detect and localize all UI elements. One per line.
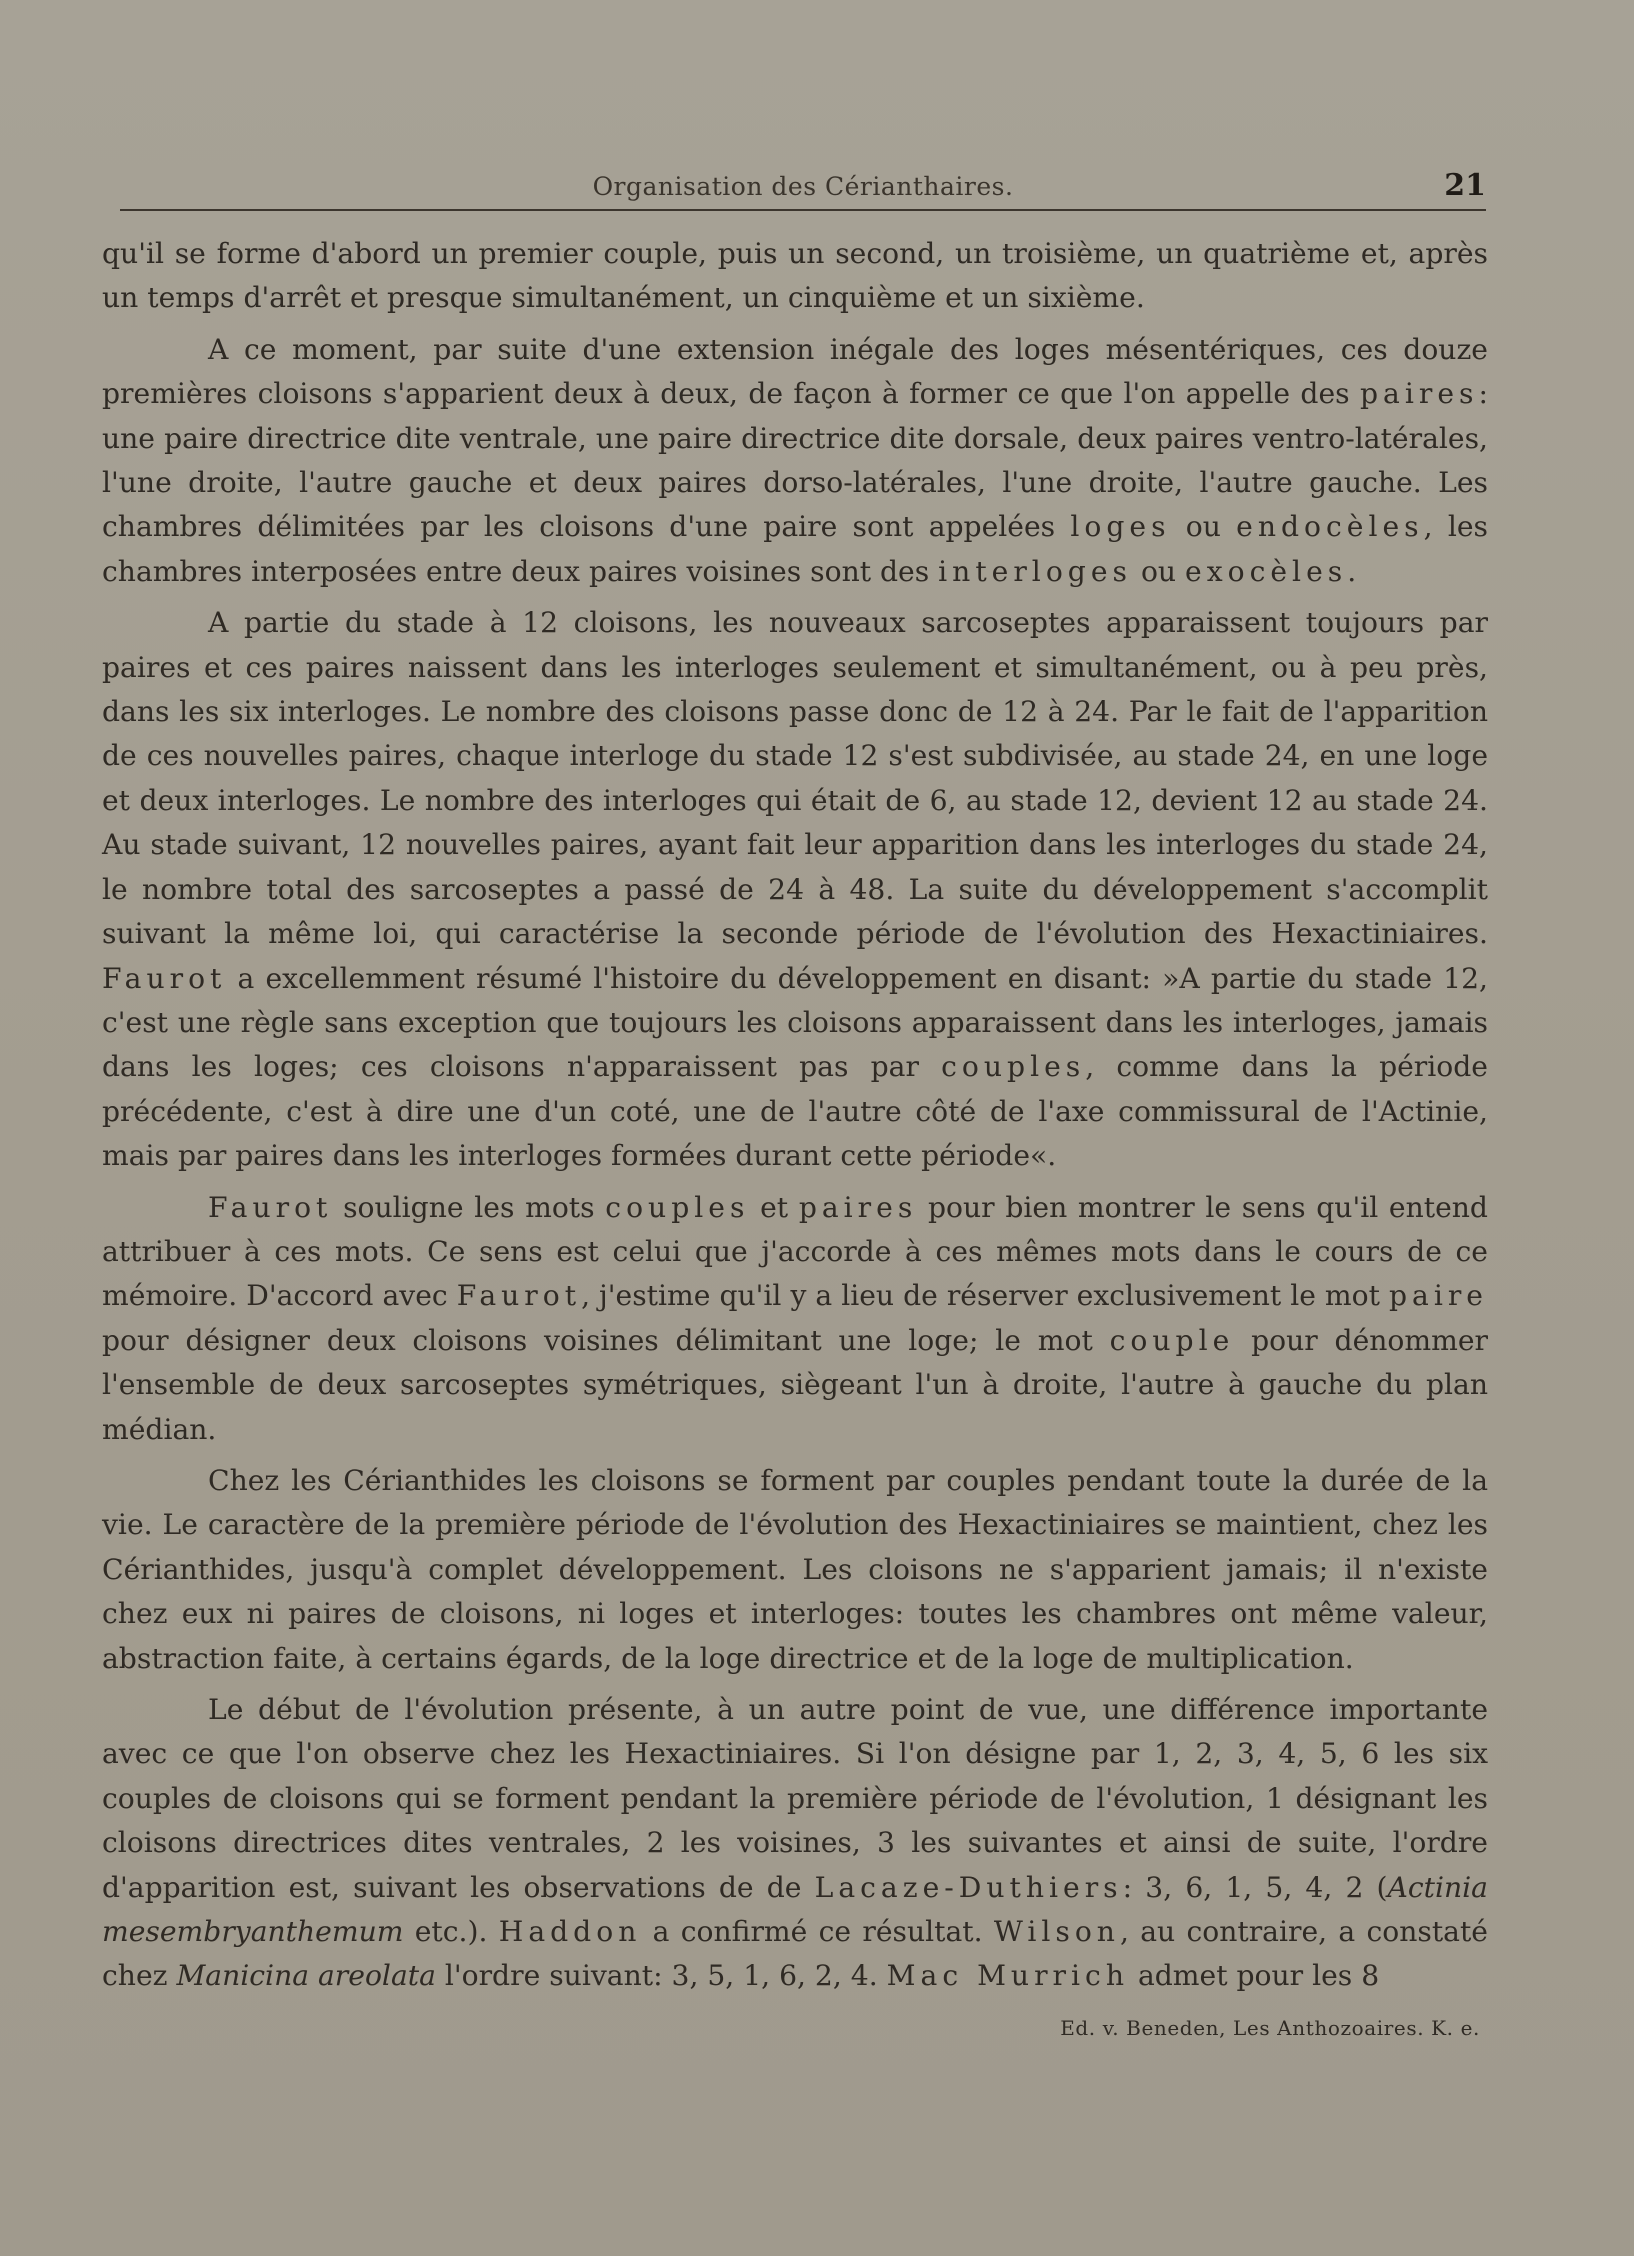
paragraph bbox=[102, 601, 1488, 1178]
running-title: Organisation des Cérianthaires. bbox=[592, 172, 1014, 201]
spaced-emphasis: paires bbox=[1360, 377, 1479, 411]
text-run: l'ordre suivant: 3, 5, 1, 6, 2, 4. bbox=[435, 1959, 887, 1993]
text-run: pour désigner deux cloisons voisines délimitant une loge; le mot bbox=[102, 1323, 1110, 1357]
spaced-emphasis: endocèles bbox=[1236, 510, 1424, 544]
text-run: admet pour les 8 bbox=[1129, 1959, 1380, 1993]
text-run: , comme dans la période précédente, c'est à dire une d'un coté, une de l'autre côté de l'axe commissural de l'Actinie, mais par paires dans les interloges formées durant cette période«. bbox=[102, 1050, 1488, 1173]
text-run: pour dénommer l'ensemble de deux sarcoseptes symétriques, siègeant l'un à droite, l'autre à gauche du plan médian. bbox=[102, 1323, 1488, 1446]
spaced-emphasis: paires bbox=[798, 1190, 918, 1224]
spaced-emphasis: interloges bbox=[938, 554, 1132, 588]
spaced-emphasis: Mac Murrich bbox=[886, 1959, 1129, 1993]
paragraph bbox=[102, 1459, 1488, 1681]
spaced-emphasis: couples bbox=[941, 1050, 1086, 1084]
spaced-emphasis: couples bbox=[605, 1190, 750, 1224]
text-run: , au contraire, a constaté chez bbox=[102, 1915, 1488, 1993]
text-run: a excellemment résumé l'histoire du développement en disant: »A partie du stade 12, c'est une règle sans exception que toujours les cloisons apparaissent dans les interloges, jamais dans les loges; ces cloisons n'apparaissent pas par bbox=[102, 961, 1488, 1084]
italic-term: Actinia mesembryanthemum bbox=[102, 1870, 1488, 1949]
paragraph bbox=[102, 1186, 1488, 1452]
text-run: A partie du stade à 12 cloisons, les nouveaux sarcoseptes apparaissent toujours par paires et ces paires naissent dans les interloges seulement et simultanément, ou à peu près, dans les six interloges. Le nombre des cloisons passe donc de 12 à 24. Par le fait de l'apparition de ces nouvelles paires, chaque interloge du stade 12 s'est subdivisée, au stade 24, en une loge et deux interloges. Le nombre des interloges qui était de 6, au stade 12, devient 12 au stade 24. Au stade suivant, 12 nouvelles paires, ayant fait leur apparition dans les interloges du stade 24, le nombre total des sarcoseptes a passé de 24 à 48. La suite du développement s'accomplit suivant la même loi, qui caractérise la seconde période de l'évolution des Hexactiniaires. bbox=[102, 606, 1488, 951]
paragraph bbox=[102, 1688, 1488, 1999]
text-run: ou bbox=[1170, 510, 1237, 544]
text-run: Chez les Cérianthides les cloisons se forment par couples pendant toute la durée de la vie. Le caractère de la première période de l'évolution des Hexactiniaires se maintient, chez les Cérianthides, jusqu'à complet développement. Les cloisons ne s'apparient jamais; il n'existe chez eux ni paires de cloisons, ni loges et interloges: toutes les chambres ont même valeur, abstraction faite, à certains égards, de la loge directrice et de la loge de multiplication. bbox=[102, 1463, 1488, 1675]
text-run: , les chambres interposées entre deux paires voisines sont des bbox=[102, 510, 1488, 588]
text-run: A ce moment, par suite d'une extension inégale des loges mésentériques, ces douze premières cloisons s'apparient deux à deux, de façon à former ce que l'on appelle des bbox=[102, 332, 1488, 411]
text-run: qu'il se forme d'abord un premier couple, puis un second, un troisième, un quatrième et, après un temps d'arrêt et presque simultanément, un cinquième et un sixième. bbox=[102, 237, 1488, 315]
spaced-emphasis: paire bbox=[1388, 1279, 1488, 1313]
spaced-emphasis: Faurot bbox=[102, 961, 227, 995]
printer-signature: Ed. v. Beneden, Les Anthozoaires. K. e. bbox=[1060, 2016, 1480, 2040]
spaced-emphasis: exocèles bbox=[1185, 554, 1348, 588]
spaced-emphasis: Lacaze-Duthiers bbox=[814, 1870, 1123, 1904]
body-text bbox=[102, 232, 1488, 2006]
text-run: a confirmé ce résultat. bbox=[641, 1915, 994, 1949]
text-run: : 3, 6, 1, 5, 4, 2 ( bbox=[1122, 1870, 1388, 1904]
text-run: ou bbox=[1131, 554, 1186, 588]
paragraph bbox=[102, 232, 1488, 321]
text-run: etc.). bbox=[403, 1915, 499, 1949]
text-run: , j'estime qu'il y a lieu de réserver exclusivement le mot bbox=[581, 1279, 1389, 1313]
spaced-emphasis: couple bbox=[1109, 1323, 1235, 1357]
spaced-emphasis: Faurot bbox=[456, 1279, 582, 1313]
text-run: et bbox=[749, 1190, 799, 1224]
header-rule bbox=[120, 209, 1486, 211]
spaced-emphasis: loges bbox=[1070, 510, 1171, 544]
text-run: . bbox=[1347, 554, 1357, 588]
spaced-emphasis: Haddon bbox=[498, 1915, 642, 1949]
text-run: souligne les mots bbox=[332, 1190, 606, 1224]
text-run: Le début de l'évolution présente, à un autre point de vue, une différence importante avec ce que l'on observe chez les Hexactiniaires. Si l'on désigne par 1, 2, 3, 4, 5, 6 les six couples de cloisons qui se forment pendant la première période de l'évolution, 1 désignant les cloisons directrices dites ventrales, 2 les voisines, 3 les suivantes et ainsi de suite, l'ordre d'apparition est, suivant les observations de de bbox=[102, 1693, 1488, 1904]
spaced-emphasis: Faurot bbox=[208, 1190, 333, 1224]
italic-term: Manicina areolata bbox=[176, 1959, 436, 1993]
text-run: : une paire directrice dite ventrale, une paire directrice dite dorsale, deux paires ventro-latérales, l'une droite, l'autre gauche et deux paires dorso-latérales, l'une droite, l'autre gauche. Les chambres délimitées par les cloisons d'une paire sont appelées bbox=[102, 377, 1488, 544]
page-number: 21 bbox=[1444, 168, 1486, 203]
text-run: pour bien montrer le sens qu'il entend attribuer à ces mots. Ce sens est celui que j'accorde à ces mêmes mots dans le cours de ce mémoire. D'accord avec bbox=[102, 1190, 1488, 1313]
spaced-emphasis: Wilson bbox=[993, 1915, 1120, 1949]
running-header bbox=[120, 168, 1486, 208]
paragraph bbox=[102, 328, 1488, 594]
